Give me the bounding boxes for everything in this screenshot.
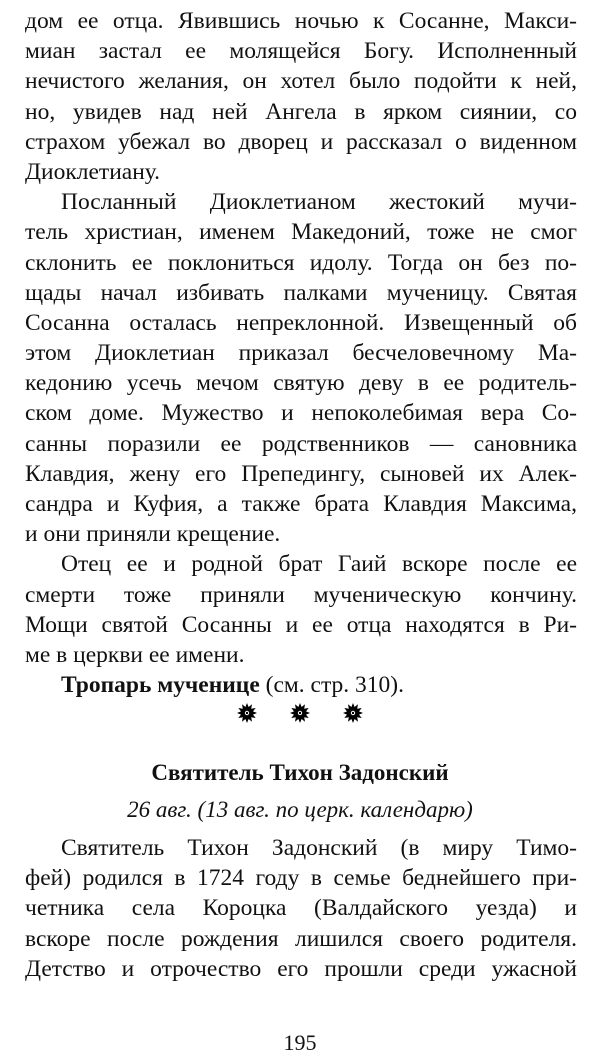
text-line: Клавдия, жену его Препедингу, сыновей их Алек- [25, 460, 577, 487]
troparion-label: Тропарь мученице [61, 672, 260, 699]
text-line: фей) родился в 1724 году в семье беднейшего при- [25, 865, 577, 892]
page-number: 195 [283, 1030, 317, 1055]
text-line: щады начал избивать палками мученицу. Святая [25, 279, 577, 306]
text-line: кедонию усечь мечом святую деву в ее родитель- [25, 370, 577, 397]
text-line: вскоре после рождения лишился своего родителя. [25, 925, 577, 952]
ornament-star-icon [290, 703, 310, 723]
text-line: Святитель Тихон Задонский (в миру Тимо- [61, 835, 577, 861]
text-line: Отец ее и родной брат Гаий вскоре после ее [61, 551, 577, 578]
text-line: страхом убежал во дворец и рассказал о виденном [25, 128, 577, 155]
section-text-susanna [25, 6, 577, 700]
text-line: склонить ее поклониться идолу. Тогда он без по- [25, 249, 577, 276]
section-title: Святитель Тихон Задонский [151, 760, 449, 785]
text-line: дом ее отца. Явившись ночью к Сосанне, Макси- [25, 8, 577, 34]
text-line: Диоклетиану. [25, 158, 161, 185]
text-line: миан застал ее молящейся Богу. Исполненный [25, 38, 577, 65]
ornament-star-icon [237, 703, 257, 723]
text-line: Посланный Диоклетианом жестокий мучи- [61, 189, 577, 216]
text-line: ме в церкви ее имени. [25, 641, 245, 668]
text-line: четника села Короцка (Валдайского уезда) и [25, 895, 577, 922]
text-line: сандра и Куфия, а также брата Клавдия Максима, [25, 491, 577, 517]
section-text-tikhon [25, 833, 577, 984]
troparion-reference [25, 670, 577, 700]
text-line: Сосанна осталась непреклонной. Извещенный об [25, 309, 577, 336]
text-line: санны поразили ее родственников — сановника [25, 430, 577, 457]
text-line: смерти тоже приняли мученическую кончину. [25, 581, 577, 608]
feast-date: 26 авг. (13 авг. по церк. календарю) [127, 797, 473, 822]
text-line: нечистого желания, он хотел было подойти к ней, [25, 68, 577, 95]
ornament-star-icon [343, 703, 363, 723]
text-line: тель христиан, именем Македоний, тоже не смог [25, 219, 577, 246]
section-divider-ornaments [0, 703, 600, 723]
text-line: этом Диоклетиан приказал бесчеловечному Ма- [25, 340, 577, 367]
text-line: но, увидев над ней Ангела в ярком сиянии, со [25, 98, 577, 125]
text-line: Мощи святой Сосанны и ее отца находятся в Ри- [25, 611, 577, 638]
troparion-page-ref: (см. стр. 310). [259, 672, 404, 699]
text-line: ском доме. Мужество и непоколебимая вера Со- [25, 400, 577, 427]
text-line: и они приняли крещение. [25, 521, 281, 548]
text-line: Детство и отрочество его прошли среди ужасной [25, 955, 577, 982]
